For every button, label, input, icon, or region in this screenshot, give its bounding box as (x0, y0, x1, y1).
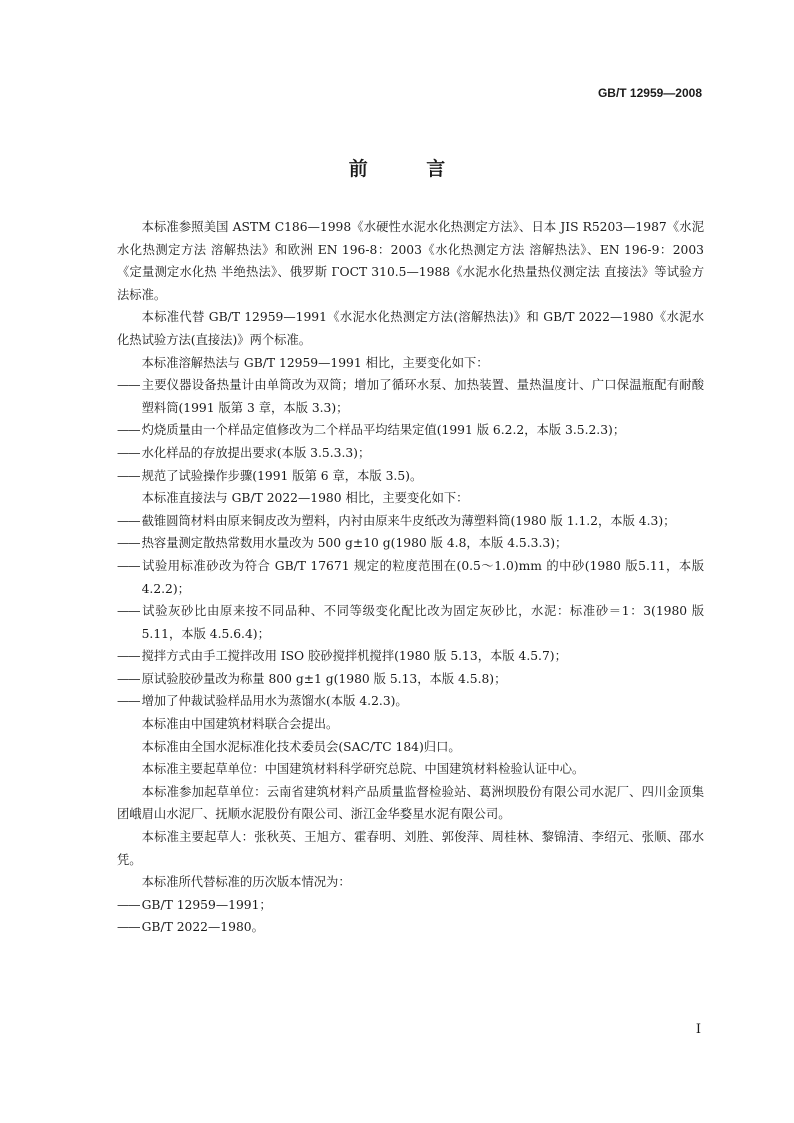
paragraph-text: 本标准参照美国 ASTM C186—1998《水硬性水泥水化热测定方法》、日本 JIS R5203—1987《水泥水化热测定方法 溶解热法》和欧洲 EN 196-8：2003《水化热测定方法 溶解热法》、EN 196-9：2003《定量测定水化热 半绝热法》、俄罗斯 ГОСТ 310.5—1988《水泥水化热量热仪测定法 直接法》等试验方法标准。 (117, 220, 704, 302)
paragraph-text: 搅拌方式由手工搅拌改用 ISO 胶砂搅拌机搅拌(1980 版 5.13，本版 4.5.7)； (141, 649, 567, 664)
list-item (117, 442, 704, 465)
dash-mark: —— (117, 536, 140, 551)
dash-mark: —— (117, 671, 140, 686)
paragraph (117, 736, 704, 759)
paragraph-text: 本标准主要起草单位：中国建筑材料科学研究总院、中国建筑材料检验认证中心。 (141, 762, 585, 777)
paragraph-text: GB/T 12959—1991； (141, 897, 272, 912)
dash-mark: —— (117, 513, 140, 528)
paragraph-text: 水化样品的存放提出要求(本版 3.5.3.3)； (141, 445, 371, 460)
list-item (117, 668, 704, 691)
dash-mark: —— (117, 920, 140, 935)
page-title: 前 言 (348, 158, 472, 180)
paragraph (117, 758, 704, 781)
paragraph (117, 487, 704, 510)
list-item (117, 690, 704, 713)
dash-mark: —— (117, 423, 140, 438)
paragraph (117, 781, 704, 826)
paragraph-text: 本标准参加起草单位：云南省建筑材料产品质量监督检验站、葛洲坝股份有限公司水泥厂、四川金顶集团峨眉山水泥厂、抚顺水泥股份有限公司、浙江金华婺星水泥有限公司。 (117, 784, 704, 822)
list-item (117, 532, 704, 555)
paragraph-text: 热容量测定散热常数用水量改为 500 g±10 g(1980 版 4.8，本版 4.5.3.3)； (141, 536, 568, 551)
paragraph-text: 本标准由全国水泥标准化技术委员会(SAC/TC 184)归口。 (141, 739, 461, 754)
paragraph-text: 本标准代替 GB/T 12959—1991《水泥水化热测定方法(溶解热法)》和 GB/T 2022—1980《水泥水化热试验方法(直接法)》两个标准。 (117, 310, 704, 347)
list-item (117, 600, 704, 645)
dash-mark: —— (117, 649, 140, 664)
paragraph (117, 713, 704, 736)
list-item (117, 555, 704, 600)
body-text (117, 216, 704, 939)
dash-mark: —— (117, 558, 140, 573)
list-item (117, 374, 704, 419)
paragraph (117, 306, 704, 351)
list-item (117, 645, 704, 668)
paragraph-text: 规范了试验操作步骤(1991 版第 6 章，本版 3.5)。 (141, 468, 423, 483)
list-item (117, 419, 704, 442)
paragraph-text: 灼烧质量由一个样品定值修改为二个样品平均结果定值(1991 版 6.2.2，本版 3.5.2.3)； (141, 423, 626, 438)
paragraph-text: 本标准由中国建筑材料联合会提出。 (141, 717, 339, 732)
paragraph-text: 本标准直接法与 GB/T 2022—1980 相比，主要变化如下： (141, 491, 469, 506)
dash-mark: —— (117, 468, 140, 483)
paragraph (117, 352, 704, 375)
paragraph-text: 试验用标准砂改为符合 GB/T 17671 规定的粒度范围在(0.5～1.0)mm 的中砂(1980 版5.11，本版 4.2.2)； (141, 558, 704, 596)
paragraph-text: 试验灰砂比由原来按不同品种、不同等级变化配比改为固定灰砂比，水泥：标准砂＝1：3(1980 版 5.11，本版 4.5.6.4)； (141, 604, 704, 641)
dash-mark: —— (117, 694, 140, 709)
page-number: I (695, 1022, 701, 1037)
dash-mark: —— (117, 445, 140, 460)
paragraph-text: 主要仪器设备热量计由单筒改为双筒；增加了循环水泵、加热装置、量热温度计、广口保温瓶配有耐酸塑料筒(1991 版第 3 章，本版 3.3)； (141, 378, 704, 415)
paragraph-text: 截锥圆筒材料由原来铜皮改为塑料，内衬由原来牛皮纸改为薄塑料筒(1980 版 1.1.2，本版 4.3)； (141, 513, 676, 528)
paragraph-text: 原试验胶砂量改为称量 800 g±1 g(1980 版 5.13，本版 4.5.8)； (141, 671, 507, 686)
paragraph-text: GB/T 2022—1980。 (141, 920, 264, 935)
paragraph-text: 本标准主要起草人：张秋英、王旭方、霍春明、刘胜、郭俊萍、周桂林、黎锦清、李绍元、张顺、邵水凭。 (117, 830, 704, 867)
standard-code-header: GB/T 12959—2008 (597, 86, 702, 100)
paragraph-text: 增加了仲裁试验样品用水为蒸馏水(本版 4.2.3)。 (141, 694, 408, 709)
paragraph-text: 本标准溶解热法与 GB/T 12959—1991 相比，主要变化如下： (141, 355, 489, 370)
dash-mark: —— (117, 378, 140, 393)
list-item (117, 894, 704, 917)
paragraph (117, 871, 704, 894)
list-item (117, 510, 704, 533)
paragraph (117, 216, 704, 306)
dash-mark: —— (117, 897, 140, 912)
paragraph-text: 本标准所代替标准的历次版本情况为： (141, 875, 351, 890)
list-item (117, 465, 704, 488)
paragraph (117, 826, 704, 871)
list-item (117, 916, 704, 939)
dash-mark: —— (117, 604, 140, 619)
